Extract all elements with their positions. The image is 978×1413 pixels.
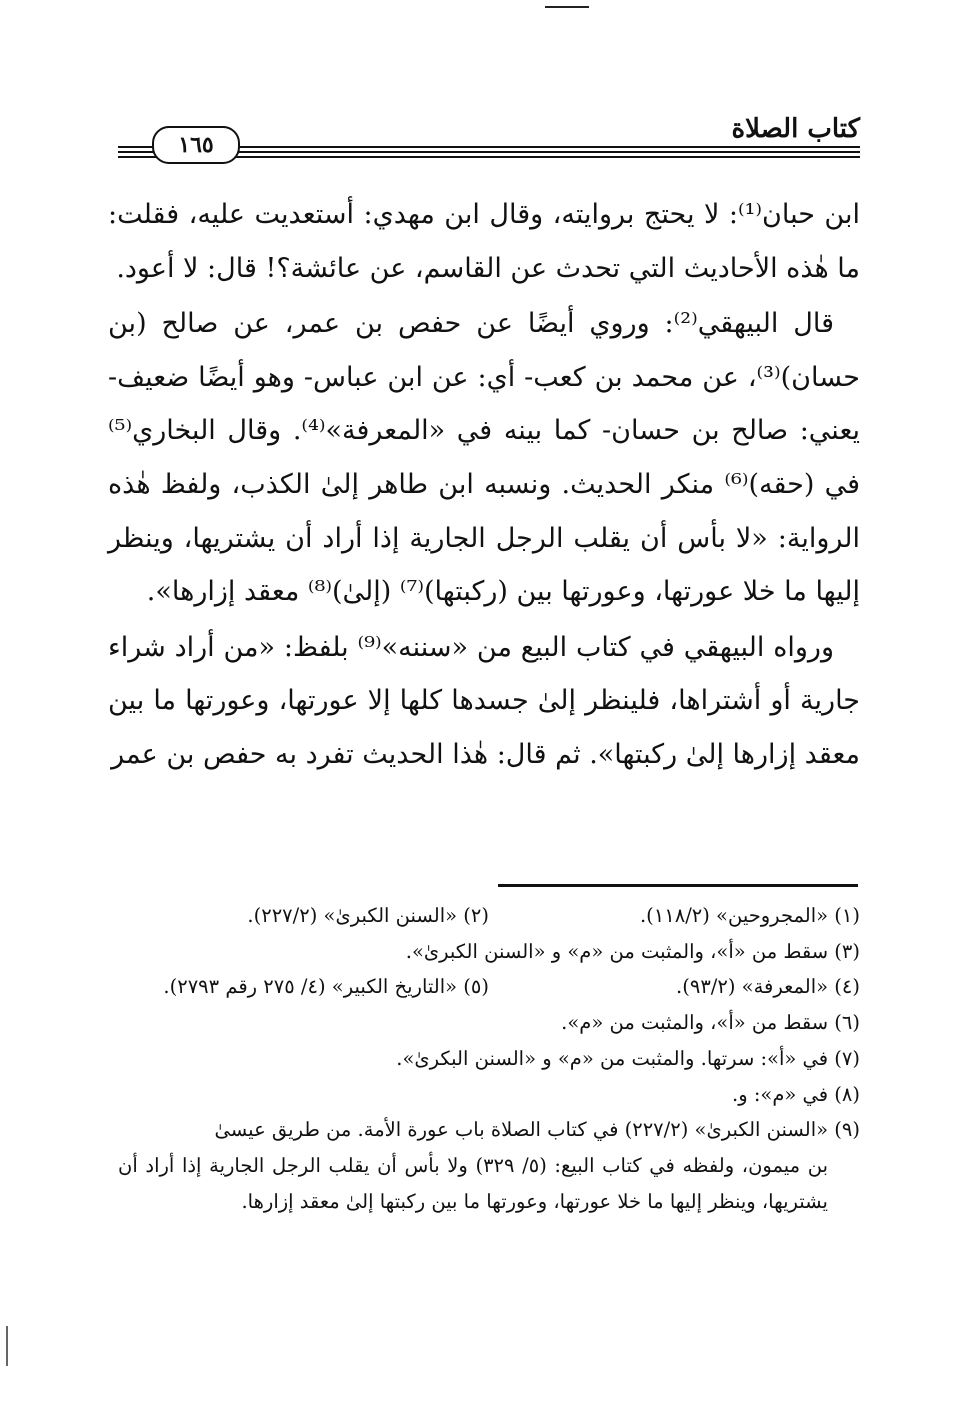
footnote-8: (٨) في «م»: و. (732, 1082, 860, 1106)
footnote-4: (٤) «المعرفة» (٩٣/٢). (676, 975, 860, 999)
footnote-7: (٧) في «أ»: سرتها. والمثبت من «م» و «السنن البكرىٰ». (396, 1046, 860, 1070)
footnote-9-continuation: بن ميمون، ولفظه في كتاب البيع: (٥/ ٣٢٩) ولا بأس أن يقلب الرجل الجارية إذا أراد أن يشتريها، وينظر إليها ما خلا عورتها، وعورتها ما بين ركبتها إلىٰ معقد إزارها. (118, 1153, 828, 1213)
footnote-1: (١) «المجروحين» (١١٨/٢). (639, 904, 860, 927)
footnote-row (118, 898, 860, 934)
chapter-title: كتاب الصلاة (731, 114, 860, 144)
page-number: ١٦٥ (152, 126, 240, 164)
page-header (118, 108, 860, 166)
footnote-6: (٦) سقط من «أ»، والمثبت من «م». (561, 1011, 860, 1035)
footnote-separator (498, 884, 858, 887)
footnote-row (118, 969, 860, 1005)
footnote-3: (٣) سقط من «أ»، والمثبت من «م» و «السنن الكبرىٰ». (405, 939, 860, 963)
footnote-2: (٢) «السنن الكبرىٰ» (٢٢٧/٢). (247, 904, 489, 927)
paragraph: ورواه البيهقي في كتاب البيع من «سننه»⁽⁹⁾ بلفظ: «من أراد شراء جارية أو أشتراها، فلينظر إلىٰ جسدها كلها إلا عورتها، وعورتها ما بين معقد إزارها إلىٰ ركبتها». ثم قال: هٰذا الحديث تفرد به حفص بن عمر (108, 631, 860, 770)
paragraph: قال البيهقي⁽²⁾: وروي أيضًا عن حفص بن عمر، عن صالح (بن حسان)⁽³⁾، عن محمد بن كعب- أي: عن ابن عباس- وهو أيضًا ضعيف- يعني: صالح بن حسان- كما بينه في «المعرفة»⁽⁴⁾. وقال البخاري⁽⁵⁾ في (حقه)⁽⁶⁾ منكر الحديث. ونسبه ابن طاهر إلىٰ الكذب، ولفظ هٰذه الرواية: «لا بأس أن يقلب الرجل الجارية إذا أراد أن يشتريها، وينظر إليها ما خلا عورتها، وعورتها بين (ركبتها)⁽⁷⁾ (إلىٰ)⁽⁸⁾ معقد إزارها». (108, 308, 860, 608)
footnote-9-first-line: (٩) «السنن الكبرىٰ» (٢٢٧/٢) في كتاب الصلاة باب عورة الأمة. من طريق عيسىٰ (214, 1118, 860, 1142)
margin-mark (6, 1326, 8, 1366)
footnote-9 (118, 1112, 860, 1219)
paragraph: ابن حبان⁽¹⁾: لا يحتج بروايته، وقال ابن مهدي: أستعديت عليه، فقلت: ما هٰذه الأحاديث التي تحدث عن القاسم، عن عائشة؟! قال: لا أعود. (108, 199, 860, 284)
page-top-mark (545, 6, 589, 8)
footnotes (118, 898, 860, 1219)
footnote-5: (٥) «التاريخ الكبير» (٤/ ٢٧٥ رقم ٢٧٩٣). (163, 975, 489, 999)
body-text (108, 188, 860, 784)
